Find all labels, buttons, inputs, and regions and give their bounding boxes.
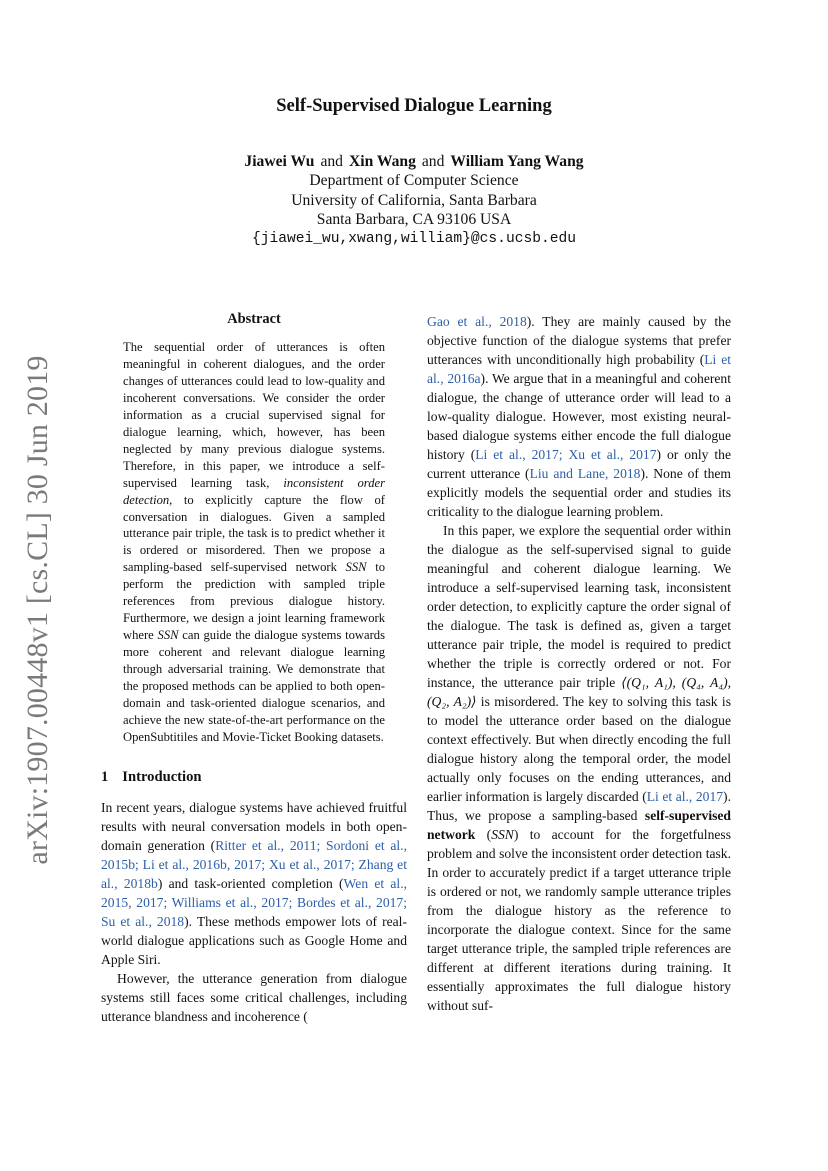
abstract-text-2: , to explicitly capture the flow of conversation in dialogues. Given a sampled utterance pair triple, the task is to predict whether it is ordered or misordered. Then we propose a sampling-based self-supervised network <box>123 492 385 575</box>
arxiv-stamp-text: arXiv:1907.00448v1 [cs.CL] 30 Jun 2019 <box>21 355 54 865</box>
abstract-emphasis: inconsistent order detection <box>123 475 385 507</box>
abstract-heading: Abstract <box>227 311 281 327</box>
text-run: In recent years, dialogue systems have achieved fruitful results with neural conversation models in both open-domain generation ( <box>101 799 407 853</box>
section-heading-introduction <box>101 768 407 787</box>
citation-link[interactable]: Li et al., 2016a <box>427 352 732 386</box>
intro-paragraph-1 <box>101 798 407 969</box>
text-run: ). Thus, we propose a sampling-based <box>427 789 731 823</box>
abstract-text-3: to perform the prediction with sampled triple references from previous dialogue history. Furthermore, we design a joint learning framework where <box>123 560 385 643</box>
text-run: ). These methods empower lots of real-world dialogue applications such as Google Home and Apple Siri. <box>101 913 407 967</box>
intro-paragraph-2-cont <box>427 312 731 521</box>
math-triple: ⟨(Q₁, A₁), (Q₄, A₄), (Q₂, A₂)⟩ <box>427 675 731 709</box>
paper-title: Self-Supervised Dialogue Learning <box>276 96 552 116</box>
author-and-2: and <box>421 153 445 170</box>
intro-ssn: SSN <box>491 827 514 842</box>
text-run: However, the utterance generation from dialogue systems still faces some critical challenges, including utterance blandness and incoherence ( <box>101 970 407 1024</box>
intro-paragraph-3 <box>427 521 731 1015</box>
author-1: Jiawei Wu <box>244 153 315 170</box>
citation-link[interactable]: Wen et al., 2015, 2017; Williams et al., 2017; Bordes et al., 2017; Su et al., 2018 <box>101 875 407 929</box>
bold-term: self-supervised network <box>427 808 731 842</box>
author-department: Department of Computer Science <box>309 172 519 190</box>
citation-link[interactable]: Li et al., 2017 <box>646 789 724 804</box>
text-run: ). None of them explicitly models the sequential order and studies its criticality to the dialogue learning problem. <box>427 466 731 519</box>
text-run: ) or only the current utterance ( <box>427 447 731 481</box>
citation-link[interactable]: Liu and Lane, 2018 <box>529 466 641 481</box>
citation-link[interactable]: Li et al., 2017; Xu et al., 2017 <box>475 447 657 462</box>
text-run: In this paper, we explore the sequential order within the dialogue as the self-supervised signal to guide meaningful and coherent dialogue learning. We introduce a self-supervised learning task, inconsistent order detection, to explicitly capture the order signal of the dialogue. The task is defined as, given a target utterance pair triple, the model is required to predict whether the triple is correctly ordered or not. For instance, the utterance pair triple <box>427 523 731 690</box>
text-run: ) and task-oriented completion ( <box>157 875 344 891</box>
text-run: ( <box>475 827 492 842</box>
left-column <box>101 310 407 1026</box>
abstract-ssn-2: SSN <box>157 628 179 643</box>
author-and-1: and <box>320 153 343 170</box>
author-3: William Yang Wang <box>450 153 584 170</box>
text-run: ) to account for the forgetfulness problem and solve the inconsistent order detection task. In order to accurately predict if a target utterance triple is ordered or not, we randomly sample utterance triples from the dialogue history as the reference to incorporate the dialogue context. Since for the same target utterance triple, the sampled triple references are different at different iterations during training. It essentially approximates the full dialogue history without suf- <box>427 827 731 1013</box>
abstract-ssn-1: SSN <box>345 560 367 575</box>
author-2: Xin Wang <box>348 153 416 170</box>
section-number: 1 <box>101 768 109 785</box>
citation-link[interactable]: Gao et al., 2018 <box>427 314 527 329</box>
text-run: is misordered. The key to solving this task is to model the utterance order based on the dialogue context effectively. But when directly encoding the full dialogue history along the temporal order, the model actually only focuses on the ending utterances, and earlier information is largely discarded ( <box>427 694 732 804</box>
intro-paragraph-2-start <box>101 969 407 1026</box>
author-university: University of California, Santa Barbara <box>291 191 537 209</box>
abstract-text-1: The sequential order of utterances is often meaningful in coherent dialogues, and the order changes of utterances could lead to low-quality and incoherent conversations. We consider the order information as a crucial supervised signal for dialogue learning, which, however, has been neglected by many previous dialogue systems. Therefore, in this paper, we introduce a self-supervised learning task, <box>123 340 385 490</box>
arxiv-side-stamp <box>18 355 58 865</box>
author-names <box>0 152 828 171</box>
author-email: {jiawei_wu,xwang,william}@cs.ucsb.edu <box>251 230 577 247</box>
citation-link[interactable]: Ritter et al., 2011; Sordoni et al., 2015b; Li et al., 2016b, 2017; Xu et al., 2017; Zhang et al., 2018b <box>101 837 408 891</box>
author-block <box>0 152 828 249</box>
abstract-text-4: can guide the dialogue systems towards more coherent and relevant dialogue learning through adversarial training. We demonstrate that the proposed methods can be applied to both open-domain and task-oriented dialogue scenarios, and achieve the new state-of-the-art performance on the OpenSubtitiles and Movie-Ticket Booking datasets. <box>123 628 386 744</box>
text-run: ). They are mainly caused by the objective function of the dialogue systems that prefer utterances with unconditionally high probability ( <box>427 314 731 367</box>
author-address: Santa Barbara, CA 93106 USA <box>316 211 512 229</box>
section-title: Introduction <box>122 768 202 785</box>
right-column <box>427 312 731 1015</box>
text-run: ). We argue that in a meaningful and coherent dialogue, the change of utterance order will lead to a low-quality dialogue. However, most existing neural-based dialogue systems either encode the full dialogue history ( <box>427 371 731 462</box>
abstract-body <box>123 339 385 746</box>
